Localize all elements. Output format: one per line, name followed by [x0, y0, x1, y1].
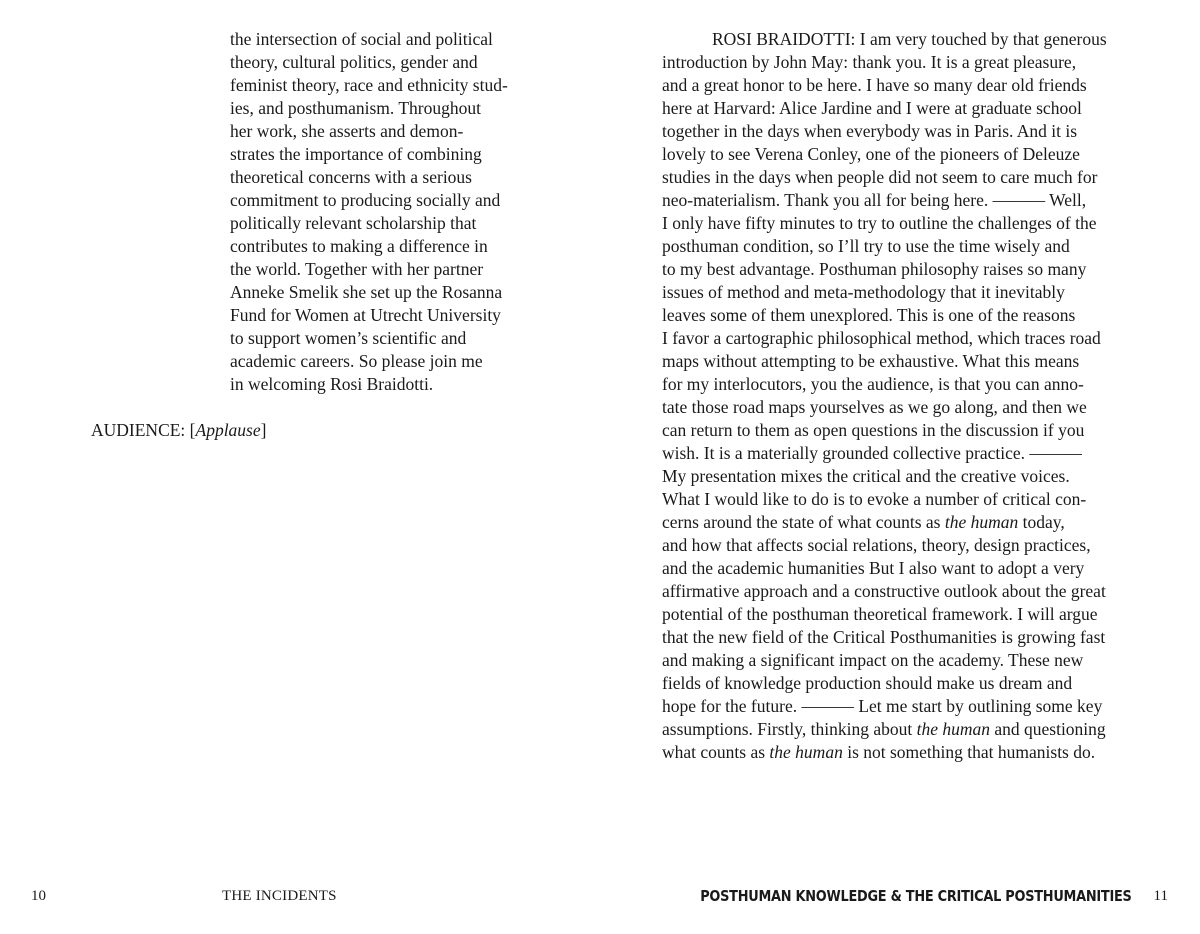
text-line: theoretical concerns with a serious	[230, 167, 472, 187]
text-line: together in the days when everybody was in Paris. And it is	[662, 121, 1078, 141]
text-line: that the new field of the Critical Posthumanities is growing fast	[662, 627, 1106, 647]
text-line: leaves some of them unexplored. This is one of the reasons	[662, 305, 1076, 325]
text-line: here at Harvard: Alice Jardine and I were at graduate school	[662, 98, 1082, 118]
text-line: studies in the days when people did not seem to care much for	[662, 167, 1098, 187]
text-line: Fund for Women at Utrecht University	[230, 305, 501, 325]
text-line: neo-materialism. Thank you all for being here. ——— Well,	[662, 190, 1087, 210]
text-line: affirmative approach and a constructive outlook about the great	[662, 581, 1106, 601]
text-line: What I would like to do is to evoke a number of critical con-	[662, 489, 1087, 509]
text-run: cerns around the state of what counts as	[662, 512, 945, 532]
text-line: politically relevant scholarship that	[230, 213, 477, 233]
text-line: feminist theory, race and ethnicity stud-	[230, 75, 508, 95]
text-line: fields of knowledge production should make us dream and	[662, 673, 1073, 693]
text-line	[662, 511, 1162, 534]
text-line: I only have fifty minutes to try to outline the challenges of the	[662, 213, 1097, 233]
right-page	[600, 0, 1200, 934]
text-line: for my interlocutors, you the audience, is that you can anno-	[662, 374, 1084, 394]
text-line: My presentation mixes the critical and the creative voices.	[662, 466, 1070, 486]
audience-action: Applause	[195, 420, 261, 440]
text-line: issues of method and meta-methodology that it inevitably	[662, 282, 1065, 302]
text-run: what counts as	[662, 742, 770, 762]
text-line: commitment to producing socially and	[230, 190, 501, 210]
running-head-left: THE INCIDENTS	[222, 888, 337, 904]
text-line: theory, cultural politics, gender and	[230, 52, 478, 72]
introduction-paragraph	[230, 28, 570, 396]
text-line: hope for the future. ——— Let me start by outlining some key	[662, 696, 1103, 716]
text-line: ROSI BRAIDOTTI: I am very touched by that generous	[712, 29, 1107, 49]
text-line: I favor a cartographic philosophical method, which traces road	[662, 328, 1101, 348]
text-line: to my best advantage. Posthuman philosophy raises so many	[662, 259, 1087, 279]
audience-speaker: AUDIENCE: [	[91, 420, 196, 440]
text-line: and how that affects social relations, theory, design practices,	[662, 535, 1091, 555]
text-line: introduction by John May: thank you. It is a great pleasure,	[662, 52, 1077, 72]
emphasis-the-human: the human	[944, 512, 1019, 532]
text-run: today,	[1018, 512, 1065, 532]
text-line: can return to them as open questions in the discussion if you	[662, 420, 1085, 440]
emphasis-the-human: the human	[769, 742, 843, 762]
text-line: her work, she asserts and demon-	[230, 121, 464, 141]
text-line: academic careers. So please join me	[230, 351, 483, 371]
text-line: in welcoming Rosi Braidotti.	[230, 374, 434, 394]
text-line: to support women’s scientific and	[230, 328, 467, 348]
text-run: is not something that humanists do.	[842, 742, 1096, 762]
text-line: potential of the posthuman theoretical framework. I will argue	[662, 604, 1098, 624]
audience-bracket: ]	[260, 420, 267, 440]
running-head-right: POSTHUMAN KNOWLEDGE & THE CRITICAL POSTHUMANITIES	[700, 887, 1132, 905]
text-line: and making a significant impact on the academy. These new	[662, 650, 1084, 670]
text-line: maps without attempting to be exhaustive. What this means	[662, 351, 1080, 371]
text-line	[662, 741, 1162, 764]
page-number-left: 10	[31, 888, 46, 904]
emphasis-the-human: the human	[916, 719, 990, 739]
speech-paragraph	[662, 28, 1162, 764]
text-line: posthuman condition, so I’ll try to use the time wisely and	[662, 236, 1070, 256]
text-line: and a great honor to be here. I have so many dear old friends	[662, 75, 1087, 95]
text-line: lovely to see Verena Conley, one of the pioneers of Deleuze	[662, 144, 1080, 164]
text-line: contributes to making a difference in	[230, 236, 488, 256]
audience-reaction	[91, 419, 266, 442]
text-line: tate those road maps yourselves as we go along, and then we	[662, 397, 1087, 417]
text-run: assumptions. Firstly, thinking about	[662, 719, 917, 739]
text-line: strates the importance of combining	[230, 144, 482, 164]
text-line: the world. Together with her partner	[230, 259, 484, 279]
text-line: wish. It is a materially grounded collective practice. ———	[662, 443, 1082, 463]
text-line	[662, 718, 1162, 741]
text-line: and the academic humanities But I also want to adopt a very	[662, 558, 1085, 578]
text-run: and questioning	[989, 719, 1106, 739]
text-line: the intersection of social and political	[230, 29, 493, 49]
text-line: Anneke Smelik she set up the Rosanna	[230, 282, 503, 302]
text-line: ies, and posthumanism. Throughout	[230, 98, 481, 118]
page-number-right: 11	[1153, 888, 1168, 904]
